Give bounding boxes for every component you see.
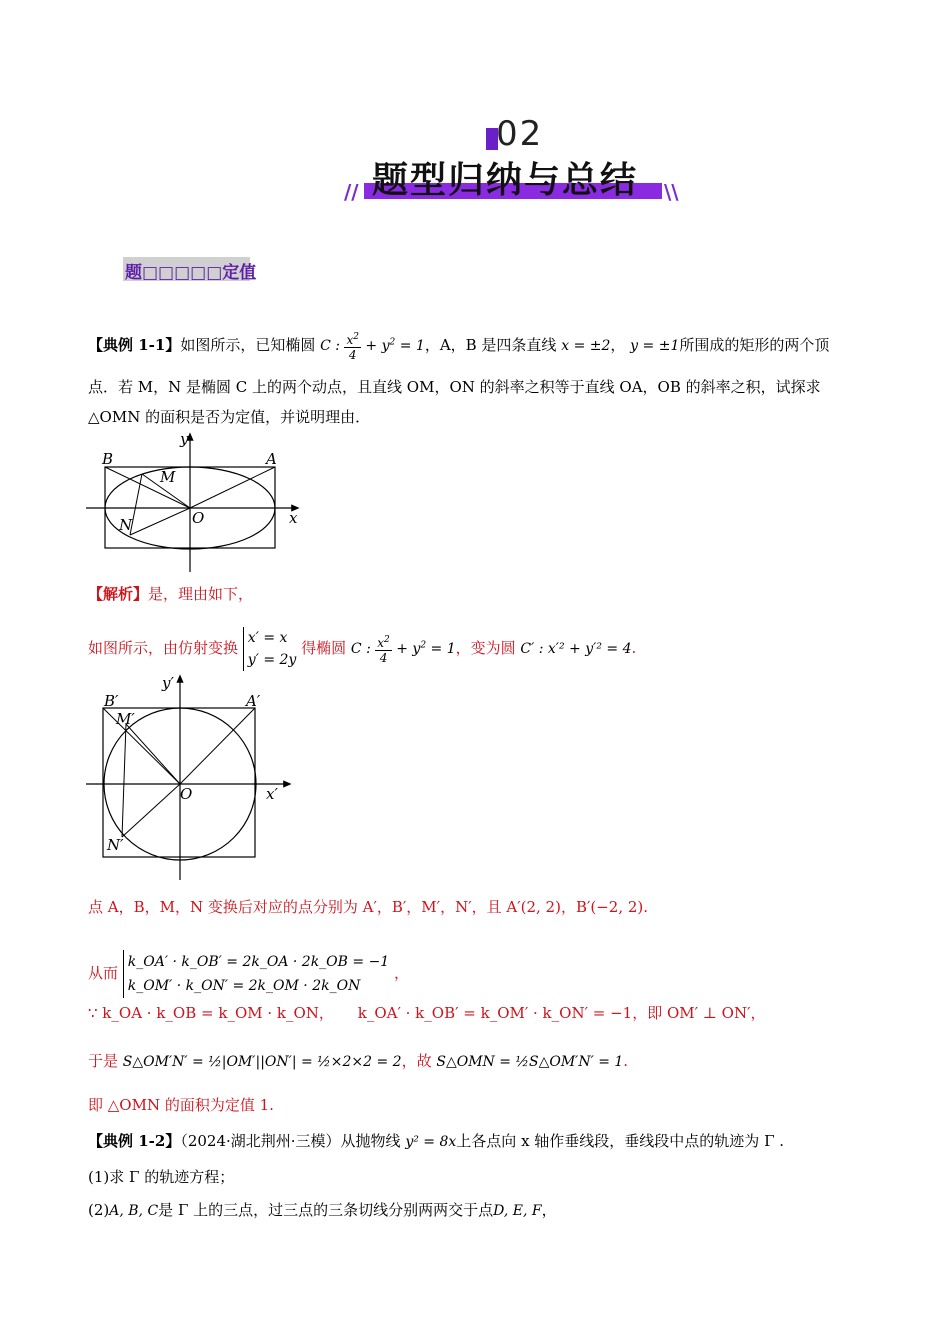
- title-slash-right: \\: [664, 180, 679, 204]
- fig2-label-y: y′: [162, 674, 174, 692]
- segment-mn-prime: [122, 724, 126, 837]
- segment-oa-prime: [180, 708, 255, 784]
- example2-question1: (1)求 Γ 的轨迹方程；: [88, 1168, 235, 1186]
- fig2-label-n: N′: [107, 836, 124, 854]
- example2-line1: 【典例 1-2】（2024·湖北荆州·三模）从抛物线 y² = 8x上各点向 x 轴作垂线段，垂线段中点的轨迹为 Γ .: [88, 1132, 785, 1150]
- fig1-label-a: A: [266, 450, 277, 468]
- fig2-label-m: M′: [116, 710, 135, 728]
- example1-tag: 【典例 1-1】: [88, 336, 181, 354]
- segment-on: [130, 508, 190, 535]
- ellipse-figure: [86, 430, 306, 575]
- segment-om-prime: [126, 724, 180, 784]
- segment-oa: [190, 467, 275, 508]
- ellipse-equation: C : $\frac{x^2}{4}$ + $y^2 = 1$: [320, 332, 425, 362]
- solution-tag: 【解析】: [88, 585, 149, 603]
- solution-line1: 【解析】是，理由如下，: [88, 585, 254, 603]
- circle-equation: C′ : x′² + y′² = 4: [520, 641, 632, 657]
- fig2-label-b: B′: [104, 692, 119, 710]
- segment-ob: [105, 467, 190, 508]
- lines-y: y = ±1: [630, 338, 680, 354]
- title-slash-left: //: [344, 180, 359, 204]
- parabola-equation: y² = 8x: [405, 1134, 457, 1150]
- slope-system: k_OA′ · k_OB′ = 2k_OA · 2k_OB = −1 k_OM′ · k_ON′ = 2k_OM · 2k_ON: [123, 950, 389, 998]
- section-number: 02: [496, 114, 544, 154]
- circle-figure: [86, 672, 301, 884]
- area-formula-2: S△OMN = ½S△OM′N′ = 1: [436, 1054, 624, 1070]
- lines-x: x = ±2: [561, 338, 611, 354]
- solution-line5: ∵ k_OA · k_OB = k_OM · k_ON， k_OA′ · k_OB′ = k_OM′ · k_ON′ = −1，即 OM′ ⊥ ON′，: [88, 1004, 766, 1022]
- example2-question2: (2)A, B, C是 Γ 上的三点，过三点的三条切线分别两两交于点D, E, F，: [88, 1201, 557, 1219]
- fig2-label-a: A′: [246, 692, 261, 710]
- segment-on-prime: [122, 784, 180, 837]
- fig2-label-o: O: [180, 785, 193, 803]
- solution-line7: 即 △OMN 的面积为定值 1.: [88, 1096, 274, 1114]
- solution-line3: 点 A，B，M，N 变换后对应的点分别为 A′，B′，M′，N′，且 A′(2, 2)，B′(−2, 2).: [88, 898, 649, 916]
- fig1-label-o: O: [192, 509, 205, 527]
- fig1-label-m: M: [160, 468, 176, 486]
- solution-line6: 于是 S△OM′N′ = ½|OM′||ON′| = ½×2×2 = 2，故 S△OMN = ½S△OM′N′ = 1.: [88, 1052, 629, 1070]
- section-title: 题□□□□□定值: [125, 263, 257, 283]
- fig1-label-y: y: [180, 430, 189, 448]
- page-title: 题型归纳与总结: [372, 160, 639, 201]
- example1-line2: 点．若 M，N 是椭圆 C 上的两个动点，且直线 OM，ON 的斜率之积等于直线 OA，OB 的斜率之积，试探求: [88, 378, 821, 396]
- fig1-label-n: N: [119, 516, 133, 534]
- area-formula-1: S△OM′N′ = ½|OM′||ON′| = ½×2×2 = 2: [122, 1054, 402, 1070]
- fig2-label-x: x′: [266, 785, 278, 803]
- solution-ellipse: C : $\frac{x^2}{4}$ + $y^2 = 1$: [350, 635, 456, 665]
- affine-system: x′ = x y′ = 2y: [243, 627, 297, 671]
- example1-line1: 【典例 1-1】如图所示，已知椭圆 C : $\frac{x^2}{4}$ + $y^2 = 1$，A，B 是四条直线 x = ±2， y = ±1所围成的矩形的两个顶: [88, 332, 830, 362]
- fig1-label-x: x: [289, 509, 298, 527]
- fig1-label-b: B: [102, 450, 114, 468]
- example1-line3: △OMN 的面积是否为定值，并说明理由．: [88, 408, 371, 426]
- example2-tag: 【典例 1-2】: [88, 1132, 181, 1150]
- solution-line2: 如图所示，由仿射变换 x′ = x y′ = 2y 得椭圆 C : $\frac{x^2}{4}$ + $y^2 = 1$，变为圆 C′ : x′² + y′² = 4.: [88, 627, 636, 671]
- solution-line4: 从而 k_OA′ · k_OB′ = 2k_OA · 2k_OB = −1 k_OM′ · k_ON′ = 2k_OM · 2k_ON ，: [88, 950, 409, 998]
